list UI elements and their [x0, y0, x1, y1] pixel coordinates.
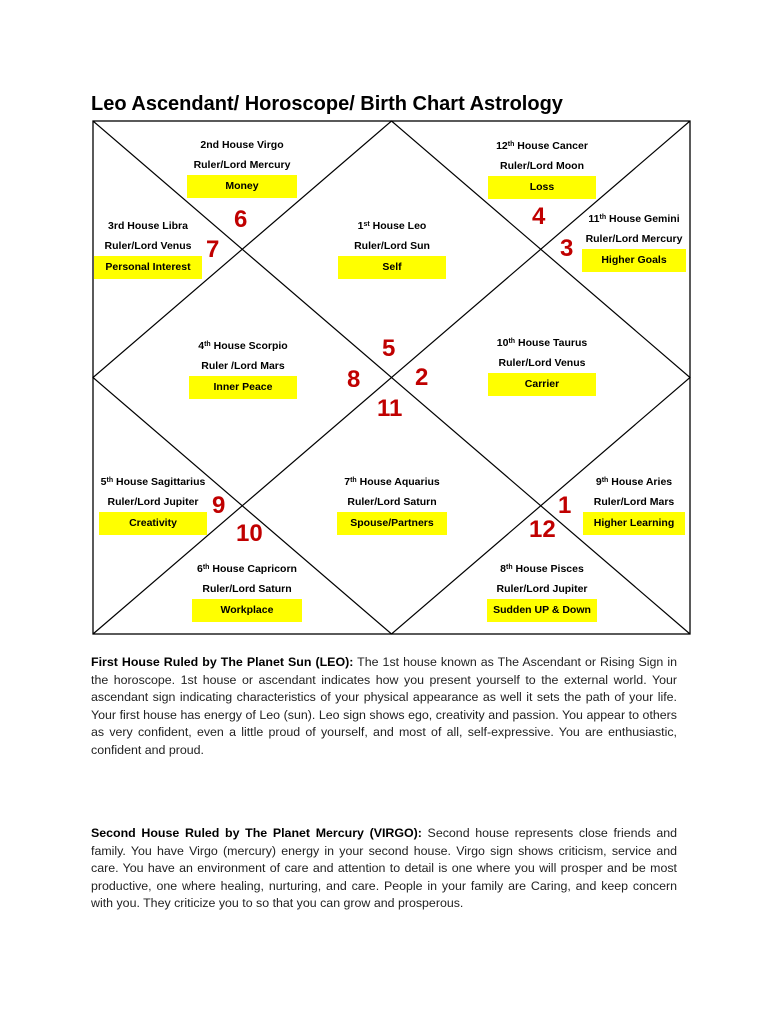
house-4-ruler: Ruler /Lord Mars — [201, 359, 285, 372]
house-6-badge: Workplace — [192, 599, 302, 622]
sign-number-house-3: 7 — [206, 236, 220, 263]
house-1-ruler: Ruler/Lord Sun — [354, 239, 430, 252]
house-9 — [580, 477, 688, 535]
house-3-ruler: Ruler/Lord Venus — [104, 239, 192, 252]
house-10-name: 10th House Taurus — [496, 337, 588, 349]
house-6-ruler: Ruler/Lord Saturn — [202, 582, 292, 595]
sign-number-house-7: 11 — [377, 395, 403, 422]
house-12 — [486, 141, 598, 199]
sign-number-house-8: 12 — [529, 516, 556, 543]
house-5-ruler: Ruler/Lord Jupiter — [107, 495, 199, 508]
house-9-ruler: Ruler/Lord Mars — [593, 495, 675, 508]
house-3-badge: Personal Interest — [94, 256, 202, 279]
house-7-badge: Spouse/Partners — [337, 512, 447, 535]
house-10-ruler: Ruler/Lord Venus — [498, 356, 586, 369]
house-11-badge: Higher Goals — [582, 249, 686, 272]
house-10 — [486, 338, 598, 396]
paragraph-second-house — [91, 825, 677, 913]
house-10-badge: Carrier — [488, 373, 596, 396]
sign-number-house-2: 6 — [234, 206, 248, 233]
sign-number-house-12: 4 — [532, 203, 546, 230]
house-7 — [334, 477, 450, 535]
house-4-badge: Inner Peace — [189, 376, 297, 399]
house-3 — [93, 221, 203, 279]
house-1-badge: Self — [338, 256, 446, 279]
sign-number-house-6: 10 — [236, 520, 263, 547]
house-3-name: 3rd House Libra — [108, 220, 188, 232]
house-8-name: 8th House Pisces — [500, 563, 584, 575]
sign-number-house-10: 2 — [415, 364, 429, 391]
house-4 — [186, 341, 300, 399]
house-7-name: 7th House Aquarius — [344, 476, 440, 488]
house-2 — [186, 140, 298, 198]
house-2-ruler: Ruler/Lord Mercury — [193, 158, 291, 171]
house-9-badge: Higher Learning — [583, 512, 685, 535]
house-11-name: 11th House Gemini — [588, 213, 680, 225]
sign-number-house-5: 9 — [212, 492, 226, 519]
house-8-badge: Sudden UP & Down — [487, 599, 597, 622]
paragraph-second-house-heading: Second House Ruled by The Planet Mercury (VIRGO): — [91, 826, 422, 840]
house-9-name: 9th House Aries — [595, 476, 673, 488]
house-2-name: 2nd House Virgo — [200, 139, 284, 151]
house-11 — [578, 214, 690, 272]
house-7-ruler: Ruler/Lord Saturn — [347, 495, 437, 508]
house-8-ruler: Ruler/Lord Jupiter — [496, 582, 588, 595]
house-12-name: 12th House Cancer — [496, 140, 588, 152]
house-12-badge: Loss — [488, 176, 596, 199]
house-6 — [186, 564, 308, 622]
sign-number-house-4: 8 — [347, 366, 361, 393]
house-1-name: 1st House Leo — [357, 220, 427, 232]
house-5-name: 5th House Sagittarius — [100, 476, 206, 488]
paragraph-first-house-heading: First House Ruled by The Planet Sun (LEO): — [91, 655, 354, 669]
house-5-badge: Creativity — [99, 512, 207, 535]
house-1 — [336, 221, 448, 279]
house-11-ruler: Ruler/Lord Mercury — [585, 232, 683, 245]
paragraph-first-house — [91, 654, 677, 760]
paragraph-first-house-body: The 1st house known as The Ascendant or Rising Sign in the horoscope. 1st house or ascendant indicates how you present yourself to the external world. Your ascendant sign indicating characteristics of your physical appearance as well it sets the path of your life. Your first house has energy of Leo (sun). Leo sign shows ego, creativity and passion. You appear to others as very confident, even a little proud of yourself, and most of all, self-expressive. You are enthusiastic, confident and proud. — [91, 655, 677, 757]
house-6-name: 6th House Capricorn — [197, 563, 297, 575]
house-4-name: 4th House Scorpio — [198, 340, 288, 352]
house-5 — [93, 477, 213, 535]
sign-number-house-9: 1 — [558, 492, 572, 519]
house-12-ruler: Ruler/Lord Moon — [500, 159, 584, 172]
paragraph-second-house-body: Second house represents close friends and family. You have Virgo (mercury) energy in your second house. Virgo sign shows criticism, service and care. You have an environment of care and attention to detail is one where you will prosper and be most productive, one where healing, nurturing, and care. People in your family are Caring, and keep concern with you. They criticize you to so that you can grow and prosperous. — [91, 826, 677, 911]
sign-number-house-1: 5 — [382, 335, 396, 362]
house-2-badge: Money — [187, 175, 297, 198]
house-8 — [486, 564, 598, 622]
page-title: Leo Ascendant/ Horoscope/ Birth Chart Astrology — [91, 93, 563, 115]
sign-number-house-11: 3 — [560, 235, 574, 262]
